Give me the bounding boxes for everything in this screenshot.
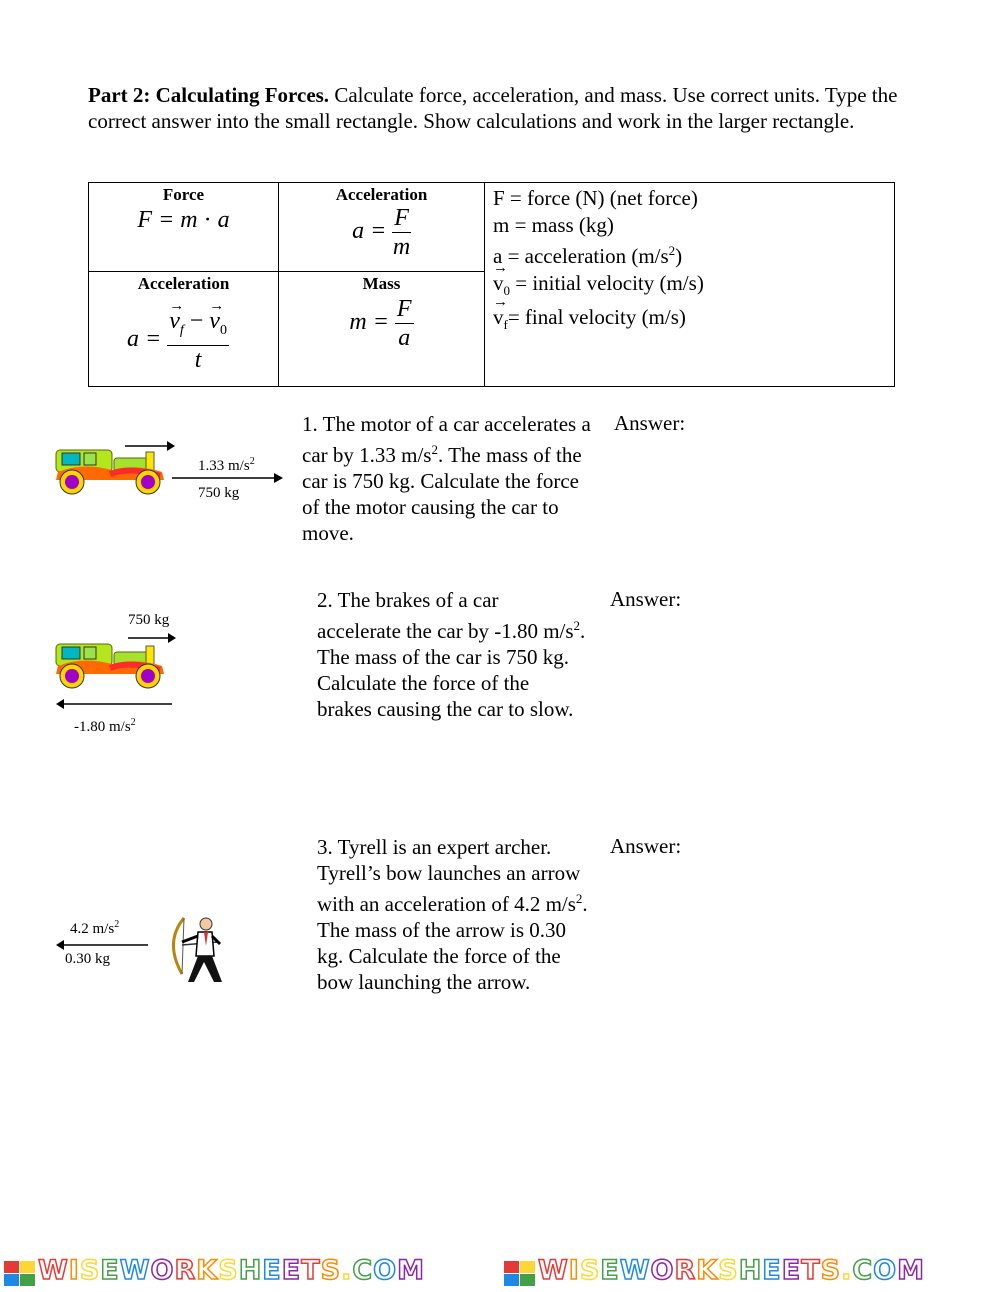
acceleration-arrow-1 (172, 472, 284, 484)
mass-cell (279, 272, 485, 387)
question-2-text: 2. The brakes of a car accelerate the car by -1.80 $m/s^2$. The mass of the car is 750 kg. Calculate the force of the brakes causing the car to slow. (317, 588, 586, 721)
question-1-text: 1. The motor of a car accelerates a car by 1.33 $m/s^2$. The mass of the car is 750 kg. Calculate the force of the motor causing the car to move. (302, 412, 591, 545)
question-1-answer-label: Answer: (614, 411, 686, 435)
q1-mass-label: 750 kg (198, 485, 240, 501)
q1-acceleration-label: 1.33 $m/s^2$ (198, 456, 255, 474)
legend-mass: m = mass (kg) (493, 212, 614, 237)
intro-text: Calculate force, acceleration, and mass. Use correct units. Type the correct answer into the small rectangle. Show calculations and work in the larger rectangle. (88, 83, 898, 133)
acceleration-arrow-3 (56, 939, 148, 951)
direction-arrow-1 (125, 440, 175, 452)
formula-table (88, 182, 895, 387)
intro-heading: Part 2: Calculating Forces. (88, 83, 330, 107)
footer-banner (0, 1253, 1000, 1291)
acceleration-arrow-2 (56, 698, 172, 710)
acceleration-equation-1: a = $\frac{F}{m}$ (352, 205, 411, 260)
mass-title: Mass (362, 274, 401, 293)
force-equation: F = m · a (137, 207, 230, 233)
question-3-text: 3. Tyrell is an expert archer. Tyrell’s bow launches an arrow with an acceleration of 4.2 $m/s^2$. The mass of the arrow is 0.30 kg. Calculate the force of the bow launching the arrow. (317, 835, 588, 994)
q3-acceleration-label: 4.2 $m/s^2$ (70, 919, 120, 937)
question-2-answer-label: Answer: (610, 587, 682, 611)
acceleration-title-1: Acceleration (335, 185, 428, 204)
archer-illustration (162, 912, 238, 986)
legend-force: F = force (N) (net force) (493, 186, 698, 210)
variable-legend (485, 183, 894, 339)
acceleration-cell-1 (279, 183, 485, 272)
acceleration-title-2: Acceleration (137, 274, 230, 293)
intro-paragraph (88, 82, 918, 134)
acceleration-cell-2 (89, 272, 279, 387)
q2-acceleration-label: -1.80 $m/s^2$ (74, 717, 136, 735)
footer-logo-icon-1 (4, 1261, 36, 1292)
q2-mass-label: 750 kg (128, 612, 170, 628)
legend-final-velocity: → $v_f=$ final velocity (m/s) (493, 304, 894, 339)
force-cell (89, 183, 279, 272)
footer-brand-text-2: WISEWORKSHEETS.COM (538, 1255, 925, 1286)
footer-logo-icon-2 (504, 1261, 536, 1292)
legend-cell (485, 183, 895, 387)
acceleration-equation-2: a = → $\frac{v_f - \to v_0}{t}$ (89, 308, 278, 373)
legend-acceleration: a = acceleration $(m/s^2)$ (493, 243, 683, 268)
mass-equation: m = $\frac{F}{a}$ (349, 296, 412, 351)
force-title: Force (162, 185, 205, 204)
q3-mass-label: 0.30 kg (65, 951, 110, 967)
footer-brand-text-1: WISEWORKSHEETS.COM (38, 1255, 425, 1286)
legend-initial-velocity: → $v_0$ = initial velocity (m/s) (493, 270, 894, 305)
question-3-answer-label: Answer: (610, 834, 682, 858)
car-illustration-2 (52, 636, 170, 698)
